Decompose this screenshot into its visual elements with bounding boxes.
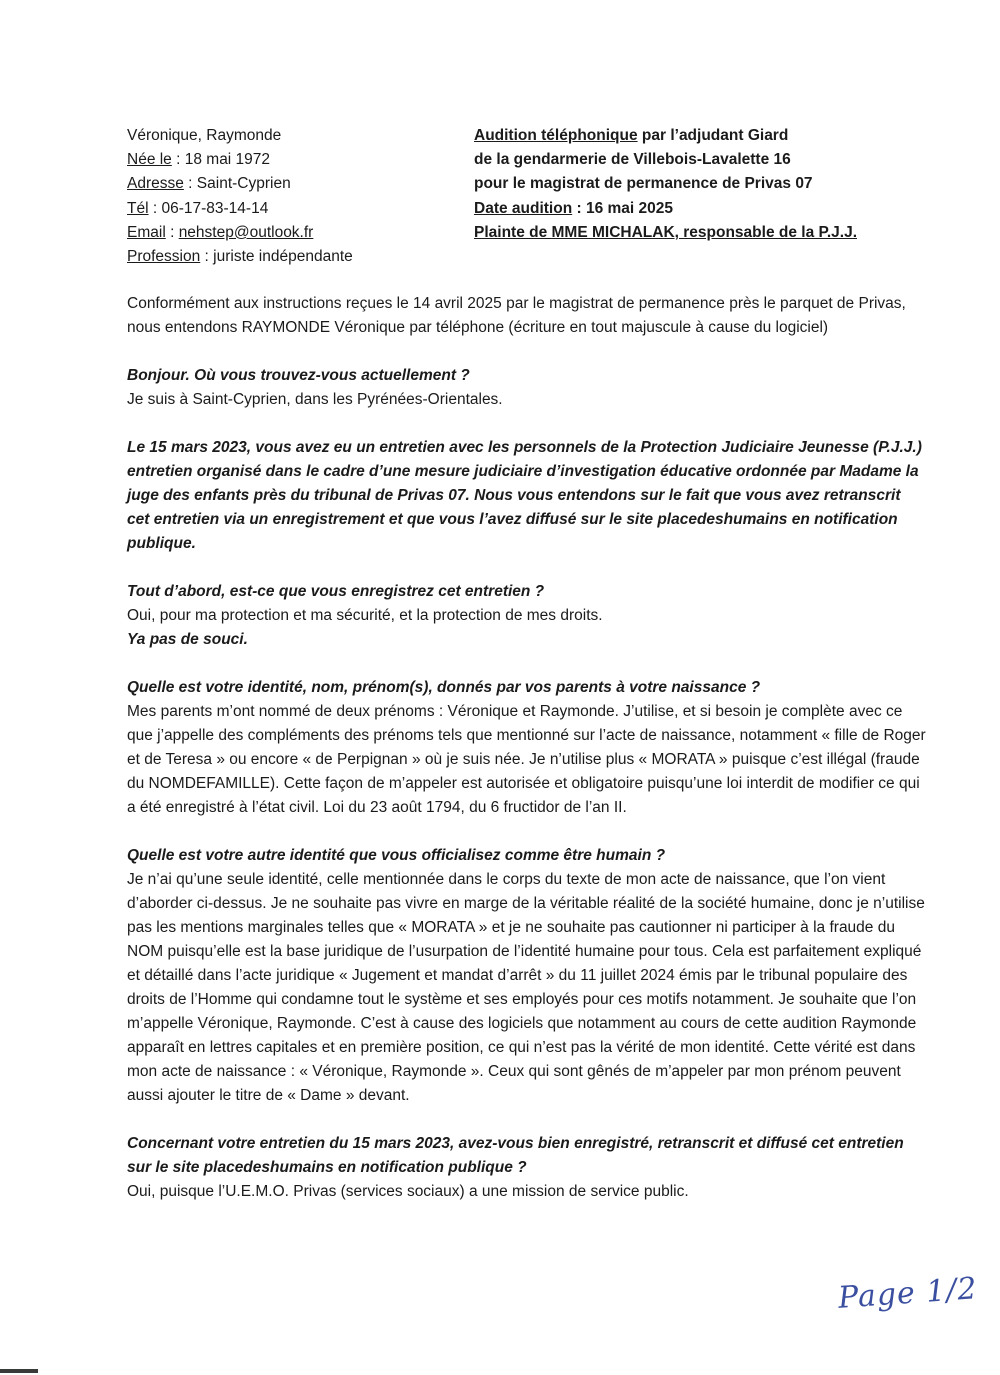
hearing-date-value: : 16 mai 2025 [572,199,673,217]
answer: Je n’ai qu’une seule identité, celle mentionnée dans le corps du texte de mon acte de naissance, que l’on vient d’aborder ci-dessus. Je ne souhaite pas vivre en marge de la véritable réalité de la société humaine, donc je n’utilise pas les mentions marginales telles que « MORATA » et je ne souhaite pas cautionner ni participer à la fraude du NOM puisqu’elle est la base juridique de l’usurpation de l’identité humaine pour tous. Cela est parfaitement expliqué et détaillé dans l’acte juridique « Jugement et mandat d’arrêt » du 11 juillet 2024 émis par le tribunal populaire des droits de l’Homme qui condamne tout le système et ses employés pour ces motifs notamment. Je souhaite que l’on m’appelle Véronique, Raymonde. C’est à cause des logiciels que notamment au cours de cette audition Raymonde apparaît en lettres capitales et en première position, ce qui n’est pas la vérité de mon identité. Cette vérité est dans mon acte de naissance : « Véronique, Raymonde ». Ceux qui sont gênés de m’appeler par mon prénom peuvent aussi ajouter le titre de « Dame » devant. [127,871,925,1104]
hearing-info-block [474,124,894,245]
profession-line [127,245,457,269]
email-separator: : [165,223,179,241]
address-value: : Saint-Cyprien [183,175,291,193]
qa-block [127,436,927,556]
qa-block [127,580,927,652]
answer: Mes parents m’ont nommé de deux prénoms : Véronique et Raymonde. J’utilise, et si besoin je complète avec ce que j’appelle des compléments des prénoms tels que mentionné sur l’acte de naissance, notamment « fille de Roger et de Teresa » ou encore « de Perpignan » où je suis née. Je n’utilise plus « MORATA » puisque c’est illégal (fraude du NOMDEFAMILLE). Cette façon de m’appeler est autorisée et obligatoire puisqu’une loi interdit de modifier ce qui a été enregistré à l’état civil. Loi du 23 août 1794, du 6 fructidor de l’an II. [127,703,926,816]
phone-value: : 06-17-83-14-14 [148,199,269,217]
question: Le 15 mars 2023, vous avez eu un entretien avec les personnels de la Protection Judiciaire Jeunesse (P.J.J.) entretien organisé dans le cadre d’une mesure judiciaire d’investigation éducative ordonnée par Madame la juge des enfants près du tribunal de Privas 07. Nous vous entendons sur le fait que vous avez retranscrit cet entretien via un enregistrement et que vous l’avez diffusé sur le site placedeshumains en notification publique. [127,439,922,552]
email-link[interactable]: nehstep@outlook.fr [178,223,314,241]
address-label: Adresse [127,175,184,193]
hearing-title-rest: par l’adjudant Giard [637,127,789,144]
phone-label: Tél [127,199,149,217]
birth-date-line [127,148,457,172]
question: Quelle est votre identité, nom, prénom(s), donnés par vos parents à votre naissance ? [127,679,761,696]
scan-corner-mark [0,1369,38,1373]
answer: Oui, pour ma protection et ma sécurité, et la protection de mes droits. [127,607,603,624]
complaint-line: Plainte de MME MICHALAK, responsable de la P.J.J. [474,223,858,241]
hearing-title [474,124,894,148]
gendarmerie-line: de la gendarmerie de Villebois-Lavalette 16 [474,151,791,169]
person-name: Véronique, Raymonde [127,127,282,144]
qa-block [127,676,927,820]
address-line [127,172,457,196]
email-line [127,221,457,245]
birth-label: Née le [127,151,172,169]
phone-line [127,197,457,221]
intro-paragraph: Conformément aux instructions reçues le 14 avril 2025 par le magistrat de permanence près le parquet de Privas, nous entendons RAYMONDE Véronique par téléphone (écriture en tout majuscule à cause du logiciel) [127,295,906,336]
handwritten-page-number: Page 1/2 [836,1271,979,1316]
profession-value: : juriste indépendante [200,248,353,266]
hearing-date-line [474,197,894,221]
qa-block [127,844,927,1108]
answer: Oui, puisque l’U.E.M.O. Privas (services sociaux) a une mission de service public. [127,1183,689,1200]
question: Tout d’abord, est-ce que vous enregistrez cet entretien ? [127,583,545,600]
profession-label: Profession [127,248,201,266]
hearing-title-underlined: Audition téléphonique [474,127,638,144]
question: Bonjour. Où vous trouvez-vous actuellement ? [127,367,470,384]
email-label: Email [127,223,166,241]
hearing-date-label: Date audition [474,199,573,217]
question: Concernant votre entretien du 15 mars 2023, avez-vous bien enregistré, retranscrit et diffusé cet entretien sur le site placedeshumains en notification publique ? [127,1135,904,1176]
birth-value: : 18 mai 1972 [171,151,271,169]
identity-block [127,124,457,269]
question: Ya pas de souci. [127,631,248,648]
answer: Je suis à Saint-Cyprien, dans les Pyrénées-Orientales. [127,391,503,408]
qa-block [127,364,927,412]
qa-block [127,1132,927,1204]
question: Quelle est votre autre identité que vous officialisez comme être humain ? [127,847,666,864]
magistrate-line: pour le magistrat de permanence de Privas 07 [474,175,813,193]
transcript-body [127,292,927,1228]
